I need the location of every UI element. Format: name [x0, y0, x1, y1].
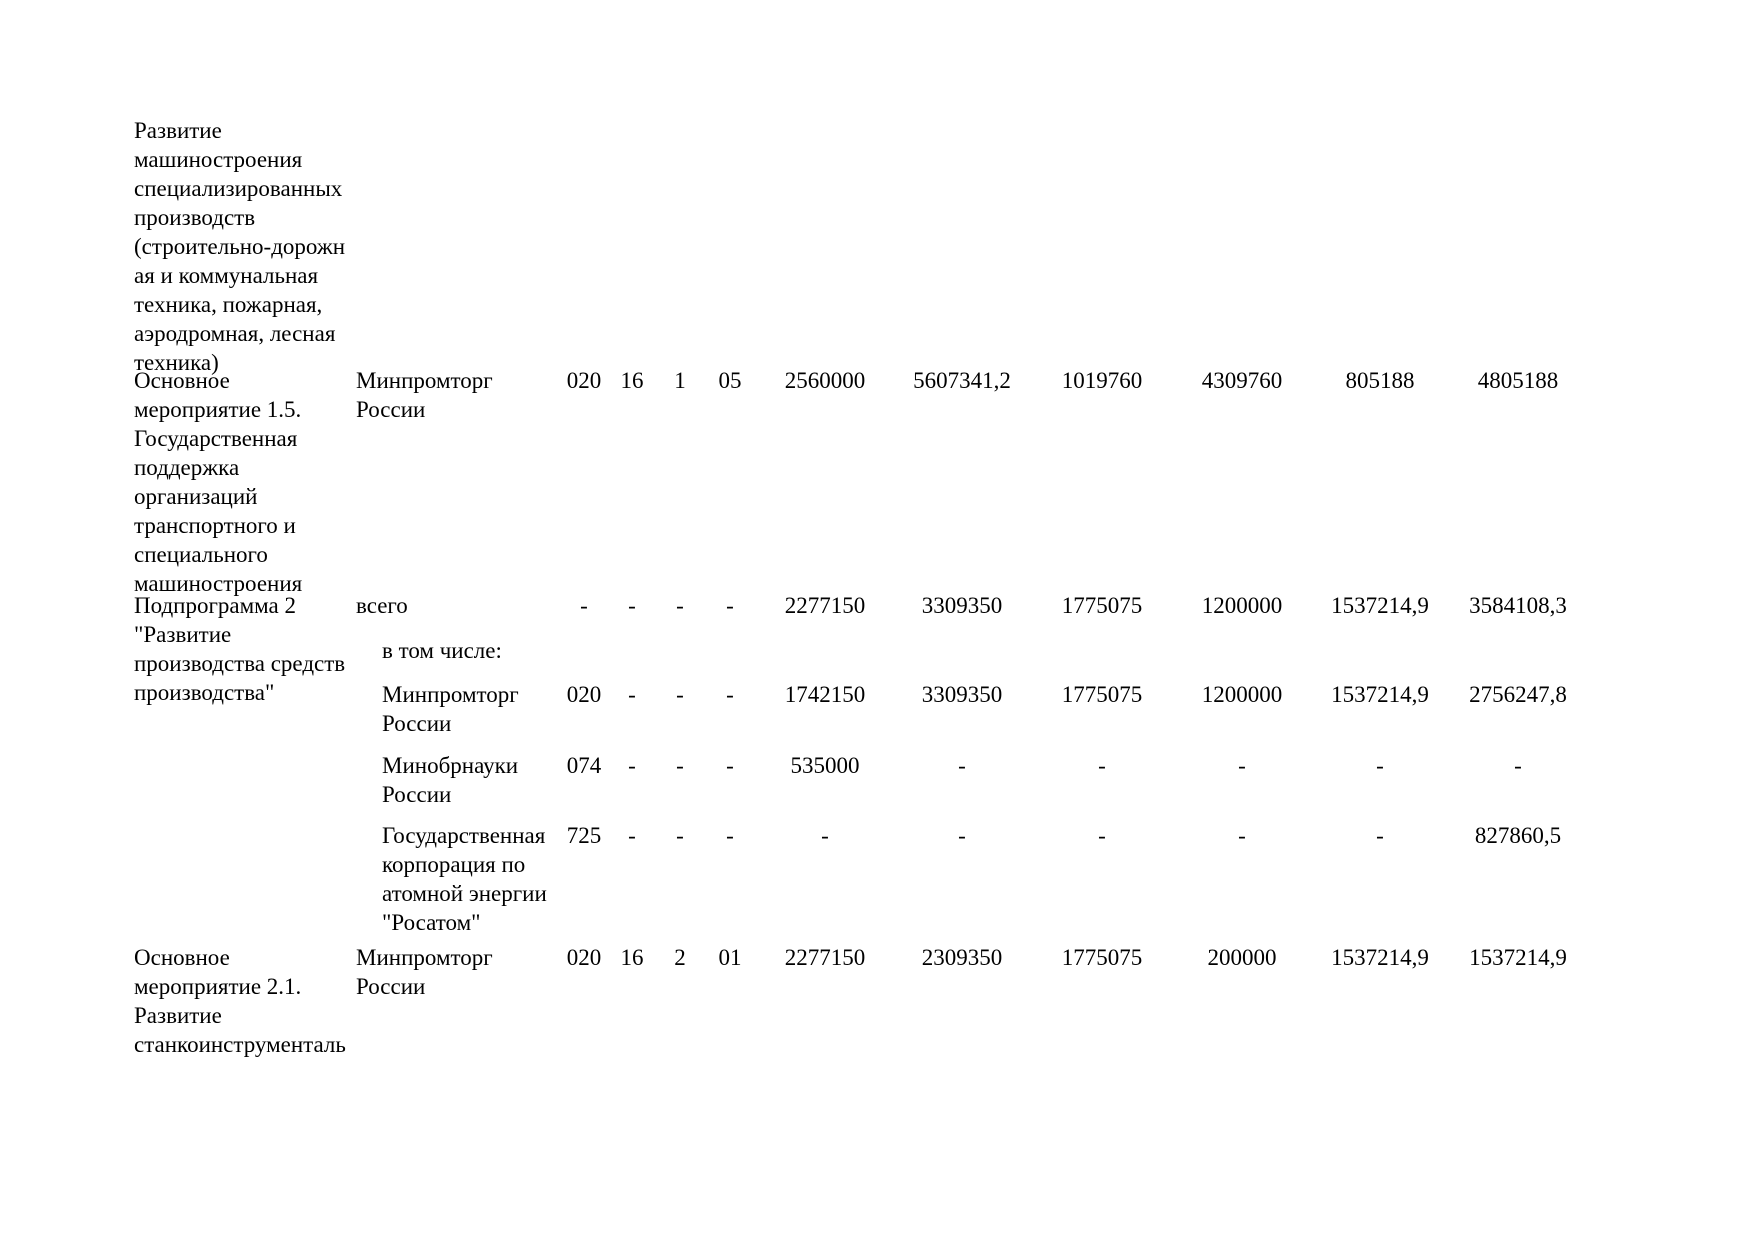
row-7-executor	[382, 821, 547, 937]
row-5-pgp-code: -	[676, 682, 684, 707]
executor-line: России	[382, 711, 452, 736]
executor-line: России	[356, 974, 426, 999]
name-line: транспортного и	[134, 513, 296, 538]
row-7-value-6: 827860,5	[1474, 823, 1562, 848]
row-3-program-name	[134, 591, 345, 707]
row-7-value-5: -	[1376, 823, 1384, 848]
row-3-value-6: 3584108,3	[1469, 593, 1567, 618]
row-2-gp-code: 16	[620, 368, 644, 393]
executor-line: "Росатом"	[382, 910, 481, 935]
name-line: станкоинструменталь	[134, 1032, 346, 1057]
row-3-executor: всего	[356, 593, 408, 618]
row-7-value-3: -	[1098, 823, 1106, 848]
executor-line: Минпромторг	[382, 682, 519, 707]
name-line: Государственная	[134, 426, 298, 451]
name-line: производства"	[134, 680, 275, 705]
name-line: техника, пожарная,	[134, 292, 323, 317]
row-5-gp-code: -	[628, 682, 636, 707]
row-5-value-2: 3309350	[921, 682, 1003, 707]
row-3-gp-code: -	[628, 593, 636, 618]
name-line: Развитие	[134, 118, 222, 143]
name-line: "Развитие	[134, 622, 232, 647]
name-line: Подпрограмма 2	[134, 593, 297, 618]
row-5-value-6: 2756247,8	[1469, 682, 1567, 707]
row-6-value-2: -	[958, 753, 966, 778]
executor-line: Государственная	[382, 823, 546, 848]
row-3-value-5: 1537214,9	[1331, 593, 1429, 618]
name-line: специализированных	[134, 176, 343, 201]
row-7-value-2: -	[958, 823, 966, 848]
row-2-value-1: 2560000	[784, 368, 866, 393]
row-6-om-code: -	[726, 753, 734, 778]
row-4-including-label: в том числе:	[382, 638, 502, 663]
name-line: техника)	[134, 350, 219, 375]
row-8-executor	[356, 943, 493, 1001]
name-line: машиностроения	[134, 571, 303, 596]
name-line: Развитие	[134, 1003, 222, 1028]
row-6-value-4: -	[1238, 753, 1246, 778]
row-2-value-5: 805188	[1345, 368, 1415, 393]
executor-line: России	[382, 782, 452, 807]
row-5-grbs-code: 020	[566, 682, 602, 707]
row-8-value-2: 2309350	[921, 945, 1003, 970]
row-3-value-3: 1775075	[1061, 593, 1143, 618]
row-2-executor	[356, 366, 493, 424]
row-8-gp-code: 16	[620, 945, 644, 970]
row-5-value-1: 1742150	[784, 682, 866, 707]
name-line: ая и коммунальная	[134, 263, 319, 288]
row-3-value-1: 2277150	[784, 593, 866, 618]
row-3-om-code: -	[726, 593, 734, 618]
row-6-value-6: -	[1514, 753, 1522, 778]
name-line: мероприятие 1.5.	[134, 397, 302, 422]
row-7-gp-code: -	[628, 823, 636, 848]
executor-line: Минпромторг	[356, 945, 493, 970]
row-8-value-1: 2277150	[784, 945, 866, 970]
row-6-grbs-code: 074	[566, 753, 602, 778]
executor-line: России	[356, 397, 426, 422]
row-2-value-6: 4805188	[1477, 368, 1559, 393]
row-2-value-3: 1019760	[1061, 368, 1143, 393]
row-2-grbs-code: 020	[566, 368, 602, 393]
row-5-executor	[382, 680, 519, 738]
executor-line: Минобрнауки	[382, 753, 519, 778]
row-6-executor	[382, 751, 518, 809]
row-5-om-code: -	[726, 682, 734, 707]
executor-line: корпорация по	[382, 852, 526, 877]
row-2-program-name	[134, 366, 302, 598]
row-8-value-3: 1775075	[1061, 945, 1143, 970]
row-2-value-4: 4309760	[1201, 368, 1283, 393]
name-line: мероприятие 2.1.	[134, 974, 302, 999]
row-8-program-name	[134, 943, 346, 1059]
row-5-value-4: 1200000	[1201, 682, 1283, 707]
name-line: машиностроения	[134, 147, 303, 172]
row-7-om-code: -	[726, 823, 734, 848]
name-line: (строительно-дорожн	[134, 234, 346, 259]
row-3-pgp-code: -	[676, 593, 684, 618]
row-3-value-4: 1200000	[1201, 593, 1283, 618]
executor-line: атомной энергии	[382, 881, 547, 906]
name-line: аэродромная, лесная	[134, 321, 336, 346]
row-8-value-6: 1537214,9	[1469, 945, 1567, 970]
row-8-value-5: 1537214,9	[1331, 945, 1429, 970]
row-3-grbs-code: -	[580, 593, 588, 618]
row-8-grbs-code: 020	[566, 945, 602, 970]
row-1-program-name	[134, 116, 345, 377]
row-6-value-3: -	[1098, 753, 1106, 778]
name-line: специального	[134, 542, 268, 567]
row-8-pgp-code: 2	[674, 945, 686, 970]
name-line: Основное	[134, 368, 230, 393]
row-3-value-2: 3309350	[921, 593, 1003, 618]
name-line: организаций	[134, 484, 258, 509]
row-8-value-4: 200000	[1207, 945, 1277, 970]
row-2-om-code: 05	[718, 368, 742, 393]
executor-line: Минпромторг	[356, 368, 493, 393]
row-6-value-1: 535000	[790, 753, 860, 778]
name-line: Основное	[134, 945, 230, 970]
row-8-om-code: 01	[718, 945, 742, 970]
row-2-pgp-code: 1	[674, 368, 686, 393]
row-7-value-4: -	[1238, 823, 1246, 848]
row-6-value-5: -	[1376, 753, 1384, 778]
row-6-pgp-code: -	[676, 753, 684, 778]
row-7-grbs-code: 725	[566, 823, 602, 848]
row-5-value-3: 1775075	[1061, 682, 1143, 707]
name-line: производств	[134, 205, 256, 230]
name-line: производства средств	[134, 651, 346, 676]
row-7-pgp-code: -	[676, 823, 684, 848]
name-line: поддержка	[134, 455, 240, 480]
row-5-value-5: 1537214,9	[1331, 682, 1429, 707]
row-6-gp-code: -	[628, 753, 636, 778]
row-2-value-2: 5607341,2	[913, 368, 1011, 393]
row-7-value-1: -	[821, 823, 829, 848]
